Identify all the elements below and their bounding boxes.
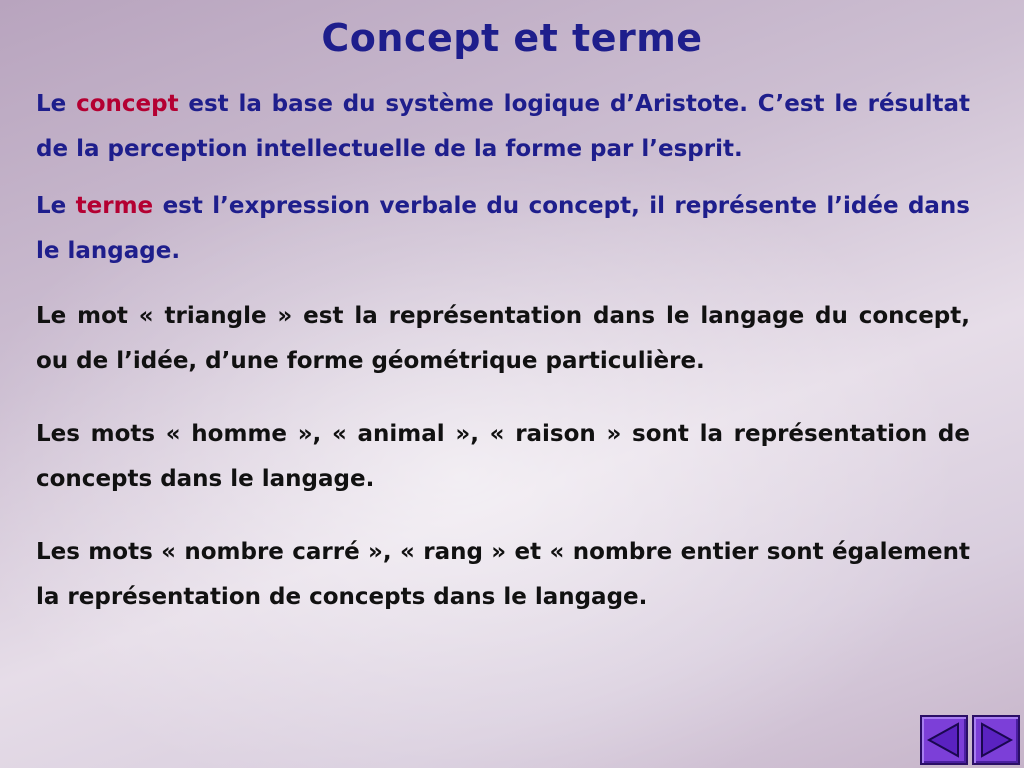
paragraph-concept-pre: Le [36, 91, 77, 117]
paragraph-triangle: Le mot « triangle » est la représentation dans le langage du concept, ou de l’idée, d’une forme géométrique particulière. [36, 303, 970, 374]
previous-slide-button[interactable] [920, 715, 968, 765]
slide-navigation [920, 715, 1020, 765]
keyword-concept: concept [76, 91, 179, 117]
paragraph-terme-post: est l’expression verbale du concept, il représente l’idée dans le langage. [36, 193, 970, 264]
slide-content [36, 82, 970, 620]
triangle-left-icon [924, 720, 964, 760]
paragraph-concept [36, 82, 970, 172]
paragraph-nombre-carre: Les mots « nombre carré », « rang » et « nombre entier sont également la représentation de concepts dans le langage. [36, 539, 970, 610]
triangle-right-icon [976, 720, 1016, 760]
paragraph-terme [36, 184, 970, 274]
paragraph-concept-post: est la base du système logique d’Aristote. C’est le résultat de la perception intellectuelle de la forme par l’esprit. [36, 91, 971, 162]
paragraph-homme-animal-raison: Les mots « homme », « animal », « raison » sont la représentation de concepts dans le langage. [36, 421, 970, 492]
next-slide-button[interactable] [972, 715, 1020, 765]
paragraph-terme-pre: Le [36, 193, 76, 219]
slide-title: Concept et terme [321, 16, 703, 60]
keyword-terme: terme [75, 193, 154, 219]
